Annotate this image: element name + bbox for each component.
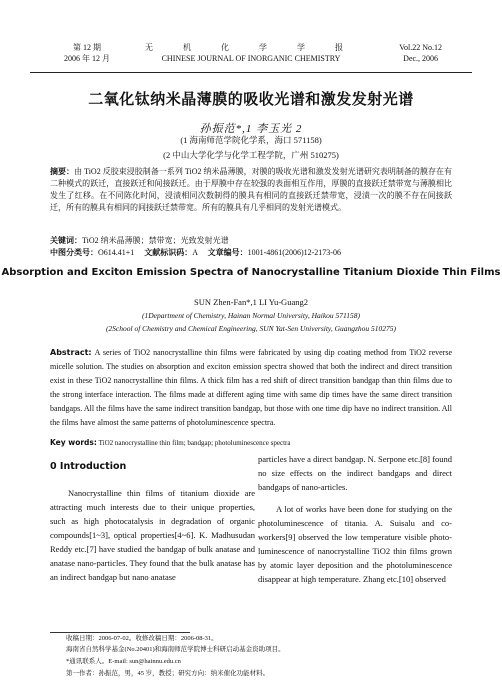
affiliation-en-2: (2School of Chemistry and Chemical Engineering, SUN Yat-Sen University, Guangzhou 510275)	[105, 324, 397, 333]
issue-zh: 第 12 期	[73, 43, 101, 52]
running-header	[30, 42, 472, 76]
section-heading: 0 Introduction	[50, 461, 127, 472]
volume: Vol.22 No.12	[399, 43, 442, 52]
photoluminescence-paragraph: A lot of works have been done for studying on the photoluminescence of titania. A. Suisalu and co-workers[9] observed the low temperature visible photo-luminescence of nanocrystalline TiO2 thin films grown by atomic layer deposition and the photoluminescence disappear at high temperature. Zhang etc.[10] observed	[258, 504, 452, 584]
abstract-en-text: A series of TiO2 nanocrystalline thin films were fabricated by using dip coating method from TiO2 reverse micelle solution. The studies on absorption and exciton emission spectra showed that both the indirect and direct transition exist in these TiO2 nanocrystalline thin films. A thick film has a red shift of direct transition bandgap than thin films due to the strong interface interaction. The films made at different aging time with same dip times have the same direct transition bandgaps. All the films have the same indirect transition bandgap, but those with one time dip have no indirect transition. All the films have almost the same patterns of photoluminescence spectra.	[50, 348, 452, 427]
footnote-first-author: 第一作者：孙振范，男，45 岁，教授；研究方向：纳米催化功能材料。	[66, 670, 270, 677]
title-en: Absorption and Exciton Emission Spectra of Nanocrystalline Titanium Dioxide Thin Films	[1, 267, 501, 278]
intro-paragraph: Nanocrystalline thin films of titanium dioxide are attracting much interests due to their unique properties, such as high photocatalysis in degradation of organic compounds[1~3], optical properties[4~6]. K. Madhusudan Reddy etc.[7] have studied the bandgap of bulk anatase and anatase nano-particles. They found that the bulk anatase has an indirect bandgap but nano anatase	[50, 488, 255, 582]
journal-name-zh: 无 机 化 学 学 报	[145, 43, 357, 52]
footnote-contact: *通讯联系人。E-mail: sun@hainnu.edu.cn	[66, 658, 181, 665]
footnote-rule	[50, 632, 190, 633]
header-rule	[30, 72, 472, 73]
abstract-zh-text: 由 TiO2 反胶束浸胶制备一系列 TiO2 纳米晶薄膜，对膜的吸收光谱和激发发射光谱研究表明制备的膜存在有二种模式的跃迁，直接跃迁和间接跃迁。由于厚膜中存在较强的表面相互作用，厚膜的直接跃迁禁带宽与薄膜相比发生了红移。在不同陈化时间，浸渍相同次数制得的膜具有相同的直接跃迁禁带宽，浸渍一次的膜不存在间接跃迁，所有的膜具有相同的间接跃迁禁带宽。所有的膜具有几乎相同的发射光谱模式。	[50, 167, 453, 212]
authors-en: SUN Zhen-Fan*,1 LI Yu-Guang2	[194, 297, 308, 307]
article-no-value: 1001-4861(2006)12-2173-06	[247, 248, 341, 257]
footnote-funding: 海南省自然科学基金(No.20401)和海南师范学院博士科研启动基金资助项目。	[66, 646, 285, 653]
keywords-en	[50, 438, 452, 447]
keywords-en-text: TiO2 nanocrystalline thin film; bandgap; photoluminescence spectra	[98, 439, 291, 447]
keywords-zh-label: 关键词：	[50, 236, 82, 245]
body-right-column	[258, 452, 452, 586]
clc-value: O614.41+1	[98, 248, 135, 257]
doc-code-label: 文献标识码：	[144, 248, 193, 257]
authors-zh: 孙振范*,1 李玉光 2	[199, 123, 303, 135]
abstract-en	[50, 346, 452, 430]
body-left-column	[50, 460, 255, 584]
journal-name-en: CHINESE JOURNAL OF INORGANIC CHEMISTRY	[161, 54, 341, 63]
title-zh: 二氧化钛纳米晶薄膜的吸收光谱和激发发射光谱	[88, 90, 414, 108]
date-en: Dec., 2006	[403, 54, 439, 63]
footnote-dates: 收稿日期：2006-07-02。收修改稿日期：2006-08-31。	[66, 635, 218, 642]
intro-paragraph-continued: particles have a direct bandgap. N. Serpone etc.[8] found no size effects on the indirect bandgaps and direct bandgaps of nano-articles.	[258, 454, 452, 492]
affiliation-zh-2: (2 中山大学化学与化学工程学院，广州 510275)	[163, 150, 339, 160]
abstract-zh	[50, 166, 452, 214]
keywords-zh-text: TiO2 纳米晶薄膜；禁带宽；光致发射光谱	[82, 236, 229, 245]
article-no-label: 文章编号：	[207, 248, 248, 257]
affiliation-zh-1: (1 海南师范学院化学系，海口 571158)	[180, 135, 322, 145]
doc-code-value: A	[192, 248, 198, 257]
header-volume	[399, 42, 442, 64]
date-zh: 2006 年 12 月	[64, 54, 110, 63]
clc-label: 中图分类号：	[50, 248, 98, 257]
affiliation-en-1: (1Department of Chemistry, Hainan Normal University, Haikou 571158)	[142, 311, 360, 320]
classification-line	[50, 247, 452, 259]
keywords-en-label: Key words:	[50, 438, 97, 447]
abstract-zh-label: 摘要：	[50, 167, 75, 176]
keywords-zh	[50, 235, 452, 247]
abstract-en-label: Abstract:	[50, 348, 92, 357]
